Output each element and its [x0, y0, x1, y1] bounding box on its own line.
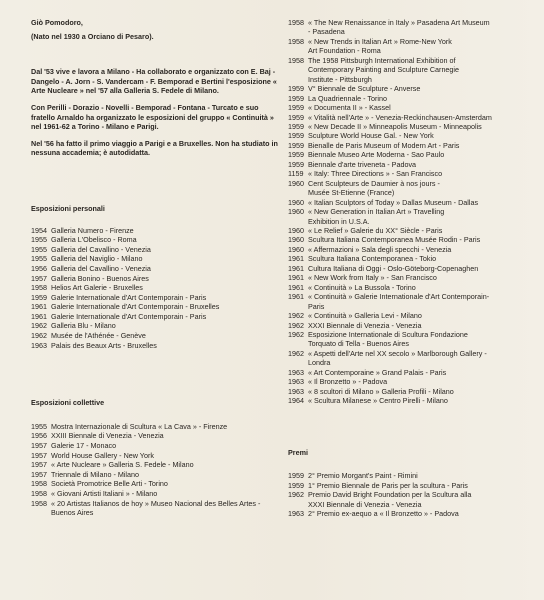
entry-text: « Continuità » Galleria Levi - Milano: [308, 311, 422, 321]
entry-year: 1159: [288, 169, 304, 179]
entry-year: 1960: [288, 197, 304, 207]
entry-text: The 1958 Pittsburgh International Exhibition of Contemporary Painting and Sculpture Carnegie Institute - Pittsburgh: [308, 55, 460, 84]
exhibition-entry: [31, 341, 281, 351]
collettive-list: [31, 422, 281, 518]
exhibition-entry: [31, 283, 281, 293]
entry-year: 1963: [288, 377, 304, 387]
exhibition-entry: [288, 509, 538, 518]
exhibition-entry: [31, 235, 281, 245]
exhibition-entry: [31, 451, 281, 461]
entry-year: 1955: [31, 421, 47, 431]
exhibition-entry: [288, 264, 538, 273]
entry-text: Galerie Internationale d'Art Contemporain - Bruxelles: [51, 302, 220, 312]
entry-text: Galleria Numero - Firenze: [51, 225, 134, 235]
entry-text: Mostra Internazionale di Scultura « La Cava » - Firenze: [51, 421, 228, 431]
exhibition-entry: [31, 499, 281, 518]
entry-text: Galerie Internationale d'Art Contemporain - Paris: [51, 292, 207, 302]
entry-year: 1959: [288, 150, 304, 160]
entry-text: « Le Relief » Galerie du XX° Siècle - Paris: [308, 225, 443, 235]
entry-text: Esposizione Internationale di Scultura Fondazione Torquato di Tella - Buenos Aires: [308, 329, 468, 349]
entry-text: « Giovani Artisti Italiani » - Milano: [51, 489, 158, 498]
exhibition-entry: [288, 226, 538, 235]
exhibitions-continued-list: [288, 18, 538, 406]
entry-text: XXXI Biennale di Venezia - Venezia: [308, 320, 422, 330]
entry-year: 1958: [31, 489, 47, 498]
exhibition-entry: [31, 441, 281, 451]
entry-text: Cultura Italiana di Oggi - Oslo-Göteborg-Copenaghen: [308, 263, 479, 273]
exhibition-entry: [288, 113, 538, 122]
entry-text: Società Promotrice Belle Arti - Torino: [51, 479, 168, 489]
entry-text: « Aspetti dell'Arte nel XX secolo » Marlborough Gallery - Londra: [308, 348, 487, 368]
entry-text: Galerie 17 - Monaco: [51, 441, 117, 451]
artist-name: Giò Pomodoro,: [31, 18, 83, 27]
exhibition-entry: [288, 18, 538, 37]
entry-text: « Il Bronzetto » - Padova: [308, 377, 388, 387]
entry-year: 1959: [31, 292, 47, 302]
entry-year: 1960: [288, 225, 304, 235]
exhibition-entry: [31, 293, 281, 303]
right-column: [288, 18, 538, 518]
entry-year: 1963: [288, 367, 304, 377]
exhibition-entry: [288, 254, 538, 263]
entry-text: XXIII Biennale di Venezia - Venezia: [51, 431, 164, 441]
entry-text: « Italy: Three Directions » - San Francisco: [308, 169, 443, 179]
entry-text: « 8 scultori di Milano » Galleria Profili - Milano: [308, 386, 454, 396]
entry-year: 1960: [288, 178, 304, 188]
entry-year: 1962: [288, 490, 304, 500]
entry-year: 1955: [31, 235, 47, 245]
entry-year: 1961: [288, 263, 304, 273]
entry-text: 2° Premio Morgant's Paint - Rimini: [308, 471, 418, 481]
exhibition-entry: [31, 274, 281, 284]
entry-text: Galleria del Naviglio - Milano: [51, 254, 143, 264]
exhibition-entry: [288, 377, 538, 386]
entry-year: 1958: [31, 283, 47, 293]
entry-year: 1956: [31, 431, 47, 441]
entry-year: 1963: [288, 386, 304, 396]
exhibition-entry: [288, 321, 538, 330]
entry-year: 1964: [288, 396, 304, 406]
exhibition-entry: [31, 431, 281, 441]
entry-text: Biennale Museo Arte Moderna - Sao Paulo: [308, 150, 445, 160]
exhibition-entry: [288, 235, 538, 244]
entry-text: Galleria del Cavallino - Venezia: [51, 263, 151, 273]
exhibition-entry: [288, 103, 538, 112]
entry-year: 1958: [288, 55, 304, 65]
entry-year: 1956: [31, 263, 47, 273]
exhibition-entry: [288, 122, 538, 131]
artist-birth: (Nato nel 1930 a Orciano di Pesaro).: [31, 31, 154, 41]
entry-year: 1959: [288, 159, 304, 169]
entry-year: 1962: [31, 321, 47, 331]
exhibition-entry: [288, 179, 538, 198]
entry-text: La Quadriennale - Torino: [308, 93, 387, 103]
entry-year: 1958: [31, 479, 47, 489]
entry-year: 1959: [288, 131, 304, 141]
entry-text: « 20 Artistas Italianos de hoy » Museo Nacional des Belles Artes - Buenos Aires: [51, 498, 261, 518]
entry-text: « Continuità » Galerie Internationale d'Art Contemporain- Paris: [308, 292, 490, 311]
entry-text: Galleria L'Obelisco - Roma: [51, 235, 137, 245]
biography: [31, 67, 281, 158]
exhibition-entry: [288, 131, 538, 140]
entry-year: 1963: [288, 508, 304, 518]
entry-year: 1959: [288, 471, 304, 481]
entry-year: 1958: [288, 36, 304, 46]
exhibition-entry: [288, 387, 538, 396]
exhibition-entry: [31, 226, 281, 236]
entry-year: 1962: [288, 311, 304, 321]
exhibition-entry: [31, 470, 281, 480]
entry-text: Scultura Italiana Contemporanea Musée Rodin - Paris: [308, 235, 481, 245]
exhibition-entry: [288, 56, 538, 84]
exhibition-entry: [288, 330, 538, 349]
entry-text: V° Biennale de Sculpture - Anverse: [308, 84, 421, 94]
exhibition-entry: [31, 460, 281, 470]
entry-year: 1959: [288, 121, 304, 131]
bio-paragraph: Con Perilli - Dorazio - Novelli - Bemporad - Fontana - Turcato e suo fratello Arnaldo ha organizzato le esposizioni del gruppo « Continuità » nel 1961-62 a Torino - Milano e Parigi.: [31, 102, 274, 132]
entry-text: Galleria del Cavallino - Venezia: [51, 244, 151, 254]
entry-year: 1961: [288, 273, 304, 283]
exhibition-entry: [31, 479, 281, 489]
exhibition-entry: [288, 311, 538, 320]
entry-text: « New Trends in Italian Art » Rome-New York Art Foundation - Roma: [308, 36, 452, 56]
bio-paragraph: Dal '53 vive e lavora a Milano - Ha collaborato e organizzato con E. Baj - Dangelo - A. Jorn - S. Vandercam - F. Bemporad e Bertini l'esposizione « Arte Nucleare » nel '57 alla Galleria S. Fedele di Milano.: [31, 67, 277, 96]
exhibition-entry: [31, 264, 281, 274]
entry-text: Galerie Internationale d'Art Contemporain - Paris: [51, 311, 207, 321]
entry-text: Galleria Bonino - Buenos Aires: [51, 273, 149, 283]
exhibition-entry: [288, 292, 538, 311]
entry-year: 1958: [31, 498, 47, 508]
exhibition-entry: [31, 331, 281, 341]
entry-year: 1962: [288, 348, 304, 358]
entry-year: 1954: [31, 225, 47, 235]
exhibition-entry: [31, 302, 281, 312]
personali-title: Esposizioni personali: [31, 203, 105, 213]
entry-text: « Art Contemporaine » Grand Palais - Paris: [308, 367, 447, 377]
entry-year: 1957: [31, 460, 47, 470]
entry-text: « Affermazioni » Sala degli specchi - Venezia: [308, 244, 452, 254]
exhibition-entry: [288, 283, 538, 292]
entry-text: « The New Renaissance in Italy » Pasadena Art Museum - Pasadena: [308, 18, 490, 37]
entry-year: 1961: [288, 254, 304, 264]
entry-year: 1960: [288, 207, 304, 217]
exhibition-entry: [288, 349, 538, 368]
entry-text: 2° Premio ex-aequo a « Il Bronzetto » - Padova: [308, 508, 459, 518]
entry-year: 1957: [31, 441, 47, 451]
entry-year: 1957: [31, 469, 47, 479]
left-column: [31, 18, 281, 518]
exhibition-entry: [288, 160, 538, 169]
exhibition-entry: [288, 368, 538, 377]
exhibition-entry: [288, 198, 538, 207]
exhibition-entry: [288, 396, 538, 405]
collettive-title: Esposizioni collettive: [31, 398, 105, 408]
entry-year: 1955: [31, 254, 47, 264]
bio-paragraph: Nel '56 ha fatto il primo viaggio a Parigi e a Bruxelles. Non ha studiato in nessuna accademia; è autodidatta.: [31, 138, 278, 158]
entry-text: Cent Sculpteurs de Daumier à nos jours - Musée St-Etienne (France): [308, 178, 440, 198]
entry-year: 1960: [288, 235, 304, 245]
exhibition-entry: [288, 207, 538, 226]
entry-text: Triennale di Milano - Milano: [51, 469, 140, 479]
entry-text: « Italian Sculptors of Today » Dallas Museum - Dallas: [308, 197, 479, 207]
entry-text: Helios Art Galerie - Bruxelles: [51, 283, 143, 293]
exhibition-entry: [288, 84, 538, 93]
entry-year: 1957: [31, 450, 47, 460]
entry-text: « New Work from Italy » - San Francisco: [308, 273, 437, 283]
entry-text: Galleria Blu - Milano: [51, 321, 116, 331]
entry-text: World House Gallery - New York: [51, 450, 154, 460]
entry-year: 1962: [288, 329, 304, 339]
entry-text: « New Decade II » Minneapolis Museum - Minneapolis: [308, 121, 482, 131]
exhibition-entry: [31, 489, 281, 499]
exhibition-entry: [288, 273, 538, 282]
exhibition-entry: [31, 422, 281, 432]
entry-year: 1961: [31, 311, 47, 321]
entry-text: Premio David Bright Foundation per la Scultura alla XXXI Biennale di Venezia - Venezia: [308, 490, 472, 509]
entry-year: 1959: [288, 140, 304, 150]
exhibition-entry: [288, 169, 538, 178]
entry-text: Sculpture World House Gal. - New York: [308, 131, 434, 141]
premi-title: Premi: [288, 447, 308, 457]
entry-text: Musée de l'Athénée - Genève: [51, 331, 146, 341]
entry-text: « Vitalità nell'Arte » - Venezia-Reckinchausen-Amsterdam: [308, 112, 492, 122]
entry-year: 1959: [288, 112, 304, 122]
entry-text: 1° Premio Biennale de Paris per la scultura - Paris: [308, 480, 468, 490]
exhibition-entry: [288, 481, 538, 490]
entry-text: Scultura Italiana Contemporanea - Tokio: [308, 254, 437, 264]
entry-year: 1962: [31, 331, 47, 341]
entry-text: Bienalle de Paris Museum of Modern Art - Paris: [308, 140, 460, 150]
entry-text: « Documenta II » - Kassel: [308, 103, 391, 113]
exhibition-entry: [288, 150, 538, 159]
entry-year: 1963: [31, 340, 47, 350]
exhibition-entry: [288, 37, 538, 56]
entry-text: « New Generation in Italian Art » Travelling Exhibition in U.S.A.: [308, 207, 445, 226]
entry-year: 1958: [288, 18, 304, 27]
entry-text: Palais des Beaux Arts - Bruxelles: [51, 340, 157, 350]
entry-text: « Continuità » La Bussola - Torino: [308, 282, 416, 292]
entry-year: 1955: [31, 244, 47, 254]
exhibition-entry: [288, 94, 538, 103]
exhibition-entry: [31, 245, 281, 255]
entry-year: 1960: [288, 244, 304, 254]
entry-year: 1961: [288, 292, 304, 302]
entry-text: Biennale d'arte triveneta - Padova: [308, 159, 417, 169]
exhibition-entry: [31, 312, 281, 322]
entry-text: « Arte Nucleare » Galleria S. Fedele - Milano: [51, 460, 194, 470]
entry-year: 1957: [31, 273, 47, 283]
premi-list: [288, 471, 538, 518]
exhibition-entry: [288, 245, 538, 254]
entry-year: 1961: [288, 282, 304, 292]
entry-year: 1962: [288, 320, 304, 330]
entry-year: 1959: [288, 480, 304, 490]
entry-text: « Scultura Milanese » Centro Pirelli - Milano: [308, 396, 448, 406]
exhibition-entry: [31, 321, 281, 331]
entry-year: 1959: [288, 103, 304, 113]
entry-year: 1961: [31, 302, 47, 312]
entry-year: 1959: [288, 93, 304, 103]
exhibition-entry: [288, 471, 538, 480]
personali-list: [31, 226, 281, 351]
exhibition-entry: [288, 141, 538, 150]
exhibition-entry: [31, 254, 281, 264]
entry-year: 1959: [288, 84, 304, 94]
exhibition-entry: [288, 490, 538, 509]
